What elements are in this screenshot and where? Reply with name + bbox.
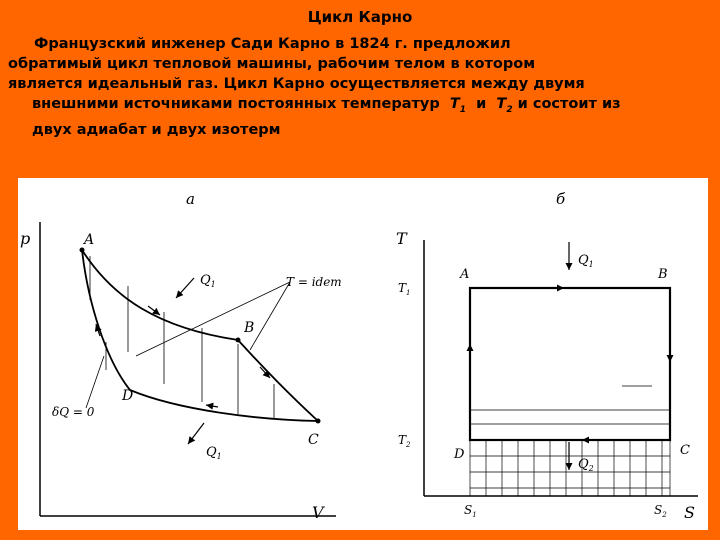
ts-label-b: B [658,267,668,282]
heat-out-arrow [188,423,204,444]
arrow-cd [206,405,218,407]
t2-symbol: $T_2$ [496,96,513,115]
carnot-diagrams-svg [18,178,708,530]
adiabat-leader [86,356,104,408]
t1-label: $T_1$ [398,281,411,297]
ts-diagram [396,190,698,522]
isotherm-leader-2 [250,282,290,350]
s-axis-label: S [684,503,695,522]
heat-in-arrow [176,278,194,298]
conjunction: и [476,96,487,112]
adiabat-bc [238,340,318,421]
pv-diagram [20,190,342,522]
pv-q-in-label: $Q_1$ [200,273,216,289]
description-paragraph [8,34,708,140]
slide-title: Цикл Карно [307,8,413,26]
ts-label-c: C [680,443,690,458]
isotherm-label: T = idem [286,275,342,289]
ts-caption: б [556,190,566,208]
t2-label: $T_2$ [398,433,411,449]
t1-symbol: $T_1$ [449,96,467,115]
text-line-4 [8,94,708,120]
ts-q-in-label: $Q_1$ [578,253,594,269]
ts-q-out-label: $Q_2$ [578,457,594,473]
p-axis-label: p [20,229,31,248]
ts-label-d: D [454,447,465,462]
pv-label-d: D [122,388,134,404]
pv-label-b: B [244,320,255,336]
s1-label: $S_1$ [464,503,477,519]
text-line-4-start: внешними источниками постоянных температур [32,96,440,112]
v-axis-label: V [312,503,324,522]
pv-label-a: A [84,232,95,248]
point-c-dot [316,419,321,424]
text-line-2: обратимый цикл тепловой машины, рабочим телом в котором [8,56,536,72]
text-line-1: Французский инженер Сади Карно в 1824 г. предложил [34,36,511,52]
t-axis-label: T [396,229,407,248]
s2-label: $S_2$ [654,503,667,519]
pv-label-c: C [308,432,319,448]
pv-caption: а [186,190,195,208]
ts-label-a: A [460,267,470,282]
pv-q-out-label: $Q_1$ [206,445,222,461]
adiabat-label: δQ = 0 [52,405,95,419]
text-line-4-end: и состоит из [517,96,621,112]
isotherm-leader-1 [136,282,290,356]
text-line-3: является идеальный газ. Цикл Карно осуществляется между двумя [8,76,585,92]
text-line-5: двух адиабат и двух изотерм [32,121,281,138]
pv-hatching [90,256,274,418]
carnot-cycle-figure [18,178,708,530]
isotherm-ab [82,250,238,340]
ts-cycle-rectangle [470,288,670,440]
point-b-dot [236,338,241,343]
point-a-dot [80,248,85,253]
